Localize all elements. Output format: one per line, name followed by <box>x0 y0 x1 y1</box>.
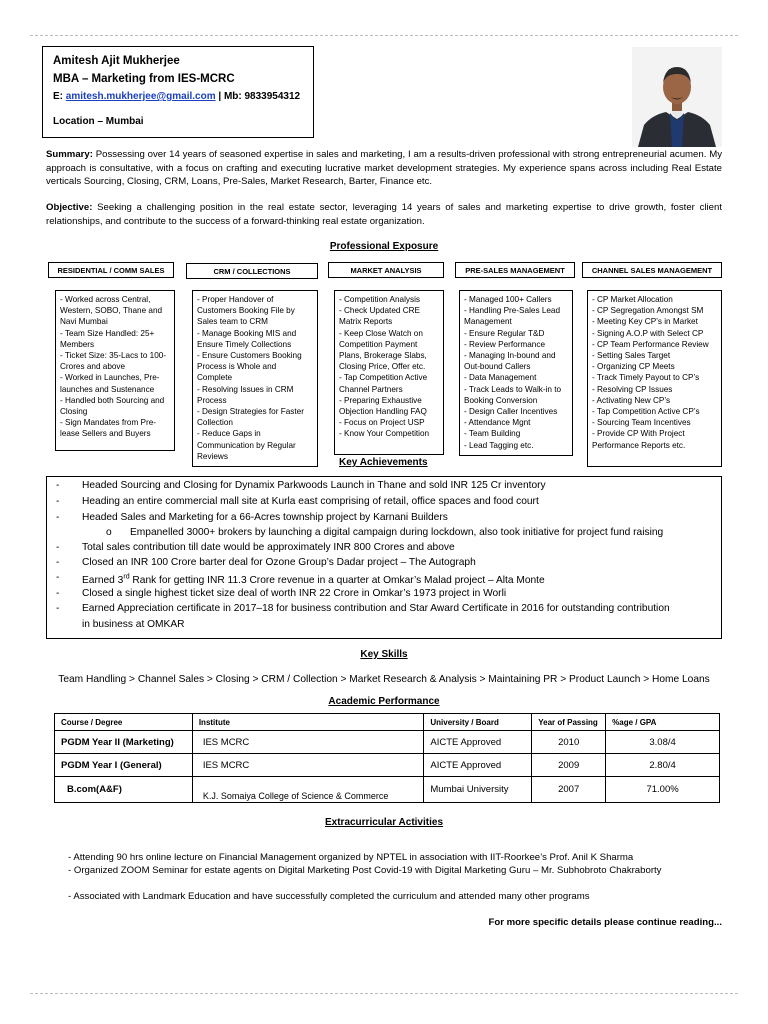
list-item: - Provide CP With Project Performance Reports etc. <box>592 429 687 450</box>
location: Location – Mumbai <box>53 116 144 127</box>
list-item: - Focus on Project USP <box>339 418 425 428</box>
list-item: - Tap Competition Active CP’s <box>592 407 700 417</box>
category-channel-sales-management: CHANNEL SALES MANAGEMENT <box>582 262 722 278</box>
key-skills-text: Team Handling > Channel Sales > Closing > CRM / Collection > Market Research & Analysis > Maintaining PR > Product Launch > Home Loans <box>58 674 710 685</box>
table-header-row <box>55 714 720 731</box>
academic-table <box>54 713 720 803</box>
candidate-name: Amitesh Ajit Mukherjee <box>53 55 180 67</box>
list-item: - Competition Analysis <box>339 295 420 304</box>
column-header: Year of Passing <box>532 714 606 731</box>
table-cell: IES MCRC <box>192 731 424 754</box>
email-link[interactable]: amitesh.mukherjee@gmail.com <box>65 91 216 102</box>
objective-paragraph <box>46 201 722 228</box>
list-item: - Preparing Exhaustive Objection Handling FAQ <box>339 395 427 417</box>
list-item: - Resolving Issues in CRM Process <box>197 384 296 405</box>
achievement-text: Closed a single highest ticket size deal of worth INR 22 Crore in Omkar’s 1973 project in Worli <box>82 588 507 599</box>
column-header: Course / Degree <box>55 714 193 731</box>
category-residential-comm-sales: RESIDENTIAL / COMM SALES <box>48 262 174 278</box>
list-item: - Check Updated CRE Matrix Reports <box>339 306 423 327</box>
list-item: - Data Management <box>464 373 537 383</box>
achievement-item <box>56 495 539 509</box>
table-cell: 2007 <box>532 777 606 803</box>
table-cell: B.com(A&F) <box>55 777 193 803</box>
list-item: - Lead Tagging etc. <box>464 440 534 450</box>
achievement-text: Headed Sourcing and Closing for Dynamix Parkwoods Launch in Thane and sold INR 125 Cr inventory <box>82 480 546 491</box>
achievement-item <box>56 479 546 493</box>
achievement-item <box>56 541 455 555</box>
list-item: - CP Segregation Amongst SM <box>592 306 704 316</box>
table-cell: IES MCRC <box>192 754 424 777</box>
list-item: - Tap Competition Active Channel Partners <box>339 373 430 394</box>
bullet-dash: - <box>56 480 60 491</box>
bullet-circle: o <box>106 527 112 538</box>
table-cell: PGDM Year I (General) <box>55 754 193 777</box>
bullet-dash: - <box>56 512 60 523</box>
list-item: - Organizing CP Meets <box>592 362 675 372</box>
category-crm-collections: CRM / COLLECTIONS <box>186 263 318 279</box>
academic-performance-heading: Academic Performance <box>328 696 440 707</box>
table-cell: Mumbai University <box>424 777 532 803</box>
table-cell: AICTE Approved <box>424 731 532 754</box>
column-header: University / Board <box>424 714 532 731</box>
category-market-analysis: MARKET ANALYSIS <box>328 262 444 278</box>
list-item: - Meeting Key CP’s in Market <box>592 317 698 327</box>
list-item: - Reduce Gaps in Communication by Regular Reviews <box>197 429 299 461</box>
ordinal-suffix: rd <box>123 574 130 581</box>
bottom-page-border <box>30 993 738 994</box>
phone-number: | Mb: 9833954312 <box>215 91 301 102</box>
achievement-text: Headed Sales and Marketing for a 66-Acres township project by Karnani Builders <box>82 512 448 523</box>
list-item: - Ensure Customers Booking Process is Whole and Complete <box>197 351 304 383</box>
table-row <box>55 754 720 777</box>
list-item: - Handled both Sourcing and Closing <box>60 395 167 417</box>
list-item: - Setting Sales Target <box>592 351 671 361</box>
list-item: - Know Your Competition <box>339 429 430 439</box>
list-item: - Sourcing Team Incentives <box>592 418 691 428</box>
top-page-border <box>30 35 738 36</box>
bullet-dash: - <box>56 588 60 599</box>
achievement-item <box>56 571 545 588</box>
list-item: - Managed 100+ Callers <box>464 295 552 304</box>
table-row <box>55 731 720 754</box>
list-item: - Ticket Size: 35-Lacs to 100-Crores and above <box>60 351 167 372</box>
list-item: - Design Strategies for Faster Collection <box>197 407 307 428</box>
table-cell: 2010 <box>532 731 606 754</box>
list-item: - Attendance Mgnt <box>464 418 531 428</box>
column-crm-collections <box>192 290 318 467</box>
objective-label: Objective: <box>46 202 93 213</box>
achievement-item <box>56 556 476 570</box>
list-item: - Resolving CP Issues <box>592 384 673 394</box>
professional-exposure-heading: Professional Exposure <box>329 241 439 252</box>
key-achievements-heading: Key Achievements <box>336 457 431 468</box>
bullet-dash: - <box>56 496 60 507</box>
bullet-dash: - <box>56 572 60 583</box>
list-item: - Manage Booking MIS and Ensure Timely Collections <box>197 328 299 349</box>
contact-line <box>53 90 303 104</box>
list-item: - Worked in Launches, Pre-launches and Sustenance <box>60 373 160 394</box>
list-item: - Sign Mandates from Pre-lease Sellers and Buyers <box>60 418 157 439</box>
contact-box <box>42 46 314 138</box>
extracurricular-item: - Associated with Landmark Education and have successfully completed the curriculum and attended many other programs <box>68 891 590 902</box>
extracurricular-item: - Organized ZOOM Seminar for estate agents on Digital Marketing Post Covid-19 with Digital Marketing Guru – Mr. Subhobroto Chakraborty <box>68 865 662 876</box>
achievement-item <box>56 511 448 525</box>
list-item: - Track Timely Payout to CP’s <box>592 373 700 383</box>
list-item: - Ensure Regular T&D <box>464 328 545 338</box>
list-item: - CP Market Allocation <box>592 295 673 304</box>
list-item: - Team Building <box>464 429 521 439</box>
column-pre-sales-management <box>459 290 573 456</box>
table-cell: K.J. Somaiya College of Science & Commerce <box>192 777 424 803</box>
candidate-degree: MBA – Marketing from IES-MCRC <box>53 73 235 85</box>
achievement-text: Earned 3rd Rank for getting INR 11.3 Crore revenue in a quarter at Omkar’s Malad project – Alta Monte <box>82 574 545 587</box>
table-cell: 71.00% <box>606 777 720 803</box>
column-channel-sales-management <box>587 290 722 467</box>
extracurricular-item: - Attending 90 hrs online lecture on Financial Management organized by NPTEL in association with IIT-Roorkee’s Prof. Anil K Sharma <box>68 852 634 863</box>
column-residential-comm-sales <box>55 290 175 451</box>
objective-text: Seeking a challenging position in the real estate sector, leveraging 14 years of sales and marketing expertise to drive growth, foster client relationships, and contribute to the success of a forward-thinking real estate organization. <box>46 202 722 227</box>
email-label: E: <box>53 91 66 102</box>
achievement-text: Total sales contribution till date would be approximately INR 800 Crores and above <box>82 542 455 553</box>
list-item: - Keep Close Watch on Competition Payment Plans, Brokerage Slabs, Closing Price, Offer etc. <box>339 328 430 372</box>
list-item: - Activating New CP’s <box>592 395 671 405</box>
table-cell: 2.80/4 <box>606 754 720 777</box>
list-item: - Design Caller Incentives <box>464 407 558 417</box>
summary-paragraph <box>46 148 722 189</box>
list-item: - Handling Pre-Sales Lead Management <box>464 306 563 327</box>
table-row <box>55 777 720 803</box>
key-skills-heading: Key Skills <box>360 649 408 660</box>
continue-reading-note: For more specific details please continue reading... <box>488 917 722 928</box>
list-item: - Proper Handover of Customers Booking File by Sales team to CRM <box>197 295 298 327</box>
summary-label: Summary: <box>46 149 93 160</box>
achievement-item <box>56 602 670 616</box>
bullet-dash: - <box>56 542 60 553</box>
summary-text: Possessing over 14 years of seasoned expertise in sales and marketing, I am a results-driven professional with strong entrepreneurial acumen. My approach is consultative, with a focus on crafting and executing lucrative market development strategies. My experience spans across including Real Estate verticals Sourcing, Closing, CRM, Loans, Pre-Sales, Market Research, Barter, Finance etc. <box>46 149 722 187</box>
bullet-dash: - <box>56 557 60 568</box>
profile-photo <box>632 47 722 147</box>
list-item: - CP Team Performance Review <box>592 339 709 349</box>
list-item: - Worked across Central, Western, SOBO, Thane and Navi Mumbai <box>60 295 165 327</box>
achievement-continuation: in business at OMKAR <box>82 619 185 630</box>
extracurricular-heading: Extracurricular Activities <box>324 817 444 828</box>
list-item: - Signing A.O.P with Select CP <box>592 328 704 338</box>
list-item: - Managing In-bound and Out-bound Callers <box>464 351 558 372</box>
list-item: - Review Performance <box>464 339 545 349</box>
bullet-dash: - <box>56 603 60 614</box>
list-item: - Team Size Handled: 25+ Members <box>60 328 157 349</box>
achievement-item <box>56 587 507 601</box>
achievement-text: Empanelled 3000+ brokers by launching a digital campaign during lockdown, also took initiative for project fund raising <box>130 527 664 538</box>
achievement-text: Closed an INR 100 Crore barter deal for Ozone Group’s Dadar project – The Autograph <box>82 557 476 568</box>
column-header: Institute <box>192 714 424 731</box>
list-item: - Track Leads to Walk-in to Booking Conversion <box>464 384 564 405</box>
achievement-text: Earned Appreciation certificate in 2017–18 for business contribution and Star Award Certificate in 2016 for outstanding contribution <box>82 603 670 614</box>
table-cell: 3.08/4 <box>606 731 720 754</box>
table-cell: AICTE Approved <box>424 754 532 777</box>
column-header: %age / GPA <box>606 714 720 731</box>
table-cell: 2009 <box>532 754 606 777</box>
achievement-text: Heading an entire commercial mall site at Kurla east comprising of retail, office spaces and food court <box>82 496 539 507</box>
category-pre-sales-management: PRE-SALES MANAGEMENT <box>455 262 575 278</box>
table-cell: PGDM Year II (Marketing) <box>55 731 193 754</box>
column-market-analysis <box>334 290 444 455</box>
achievement-subitem <box>106 526 664 540</box>
